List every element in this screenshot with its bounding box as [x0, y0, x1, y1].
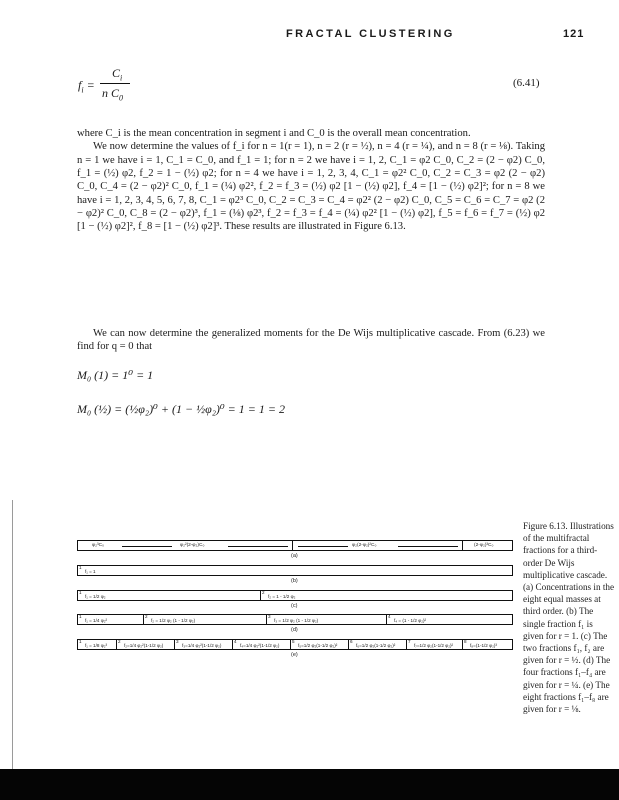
figure-caption: Figure 6.13. Illustrations of the multifractal fractions for a third-order De Wijs multiplicative cascade. (a) Concentrations in the eight equal masses at third order. (b) The single fraction f₁ is given for r = 1. (c) The two fractions f₁, f₂ are given for r = ½. (d) The four fractions f₁–f₄ are given for r = ¼. (e) The eight fractions f₁–f₈ are given for r = ⅛. [523, 521, 615, 715]
running-title: FRACTAL CLUSTERING [286, 28, 455, 40]
figure-label-a: (a) [291, 553, 298, 559]
scan-edge-line [12, 500, 13, 770]
row-d-cell: 1 f₁ = 1/4 φ₂² [79, 615, 108, 623]
row-a-seg4: (2-φ₂)³C₀ [474, 543, 494, 548]
figure-label-b: (b) [291, 578, 298, 584]
body-text-1 [77, 127, 545, 234]
figure-label-d: (d) [291, 627, 298, 633]
row-e-cell: 5 f₅=1/2 φ₂(1-1/2 φ₂)² [290, 640, 348, 649]
figure-label-e: (e) [291, 652, 298, 658]
row-e-cell: 4 f₄=1/4 φ₂²(1-1/2 φ₂) [232, 640, 290, 649]
page-number: 121 [563, 28, 585, 40]
eq-numerator: C [112, 66, 121, 80]
row-e-cell: 1 f₁ = 1/8 φ₂³ [79, 640, 108, 648]
row-e-cell: 7 f₇=1/2 φ₂(1-1/2 φ₂)² [406, 640, 462, 649]
row-b-cell: 1 f₁ = 1 [79, 566, 96, 574]
row-a-seg1: φ₂³C₀ [92, 543, 105, 548]
row-a-seg3: φ₂(2-φ₂)²C₀ [352, 543, 377, 548]
row-c-cell: 2 f₂ = 1 - 1/2 φ₂ [260, 591, 514, 600]
eq-numerator-sub: i [120, 73, 123, 83]
row-e-cell: 6 f₆=1/2 φ₂(1-1/2 φ₂)² [348, 640, 406, 649]
row-e-cell: 3 f₃=1/4 φ₂²(1-1/2 φ₂) [174, 640, 232, 649]
row-a-seg2: φ₂²(2-φ₂)C₀ [180, 543, 205, 548]
row-d-cell: 2 f₂ = 1/2 φ₂ (1 - 1/2 φ₂) [143, 615, 266, 624]
figure-row-c [77, 590, 513, 601]
row-d-cell: 3 f₃ = 1/2 φ₂ (1 - 1/2 φ₂) [266, 615, 386, 624]
equation-6-41: $f_i$ = $C_i$ n $C_0$ [78, 66, 138, 110]
paragraph-2: We now determine the values of f_i for n = 1(r = 1), n = 2 (r = ½), n = 4 (r = ¼), and n = 8 (r = ⅛). Taking n = 1 we have i = 1, C_1 = C_0, and f_1 = 1; for n = 2 we have i = 1, 2, C_1 = φ2 C_0, C_2 = (2 − φ2) C_0, f_1 = (½) φ2, f_2 = 1 − (½) φ2; for n = 4 we have i = 1, 2, 3, 4, C_1 = φ2² C_0, C_2 = C_3 = φ2 (2 − φ2) C_0, C_4 = (2 − φ2)² C_0, f_1 = (¼) φ2², f_2 = f_3 = (½) φ2 [1 − (½) φ2], f_4 = [1 − (½) φ2]²; for n = 8 we have i = 1, 2, 3, 4, 5, 6, 7, 8, C_1 = φ2³ C_0, C_2 = C_3 = C_4 = φ2² (2 − φ2) C_0, C_5 = C_6 = C_7 = φ2 (2 − φ2)² C_0, C_8 = (2 − φ2)³, f_1 = (⅛) φ2³, f_2 = f_3 = f_4 = (¼) φ2² [1 − (½) φ2], f_5 = f_6 = f_7 = (½) φ2 [1 − (½) φ2]², f_8 = [1 − (½) φ2]³. These results are illustrated in Figure 6.13. [77, 141, 545, 233]
figure-row-b [77, 565, 513, 576]
paragraph-1: where C_i is the mean concentration in segment i and C_0 is the overall mean concentration. [77, 128, 471, 139]
row-d-cell: 4 f₄ = (1 - 1/2 φ₂)² [386, 615, 514, 624]
row-e-cell: 2 f₂=1/4 φ₂²(1-1/2 φ₂) [116, 640, 174, 649]
eq-lhs-sub: i [81, 85, 84, 95]
scan-bottom-bar [0, 769, 619, 800]
figure-6-13 [77, 530, 513, 670]
eq-denominator-sub: 0 [119, 93, 124, 103]
figure-row-a [77, 540, 513, 551]
equation-moment-2: M₀ (½) = (½φ₂)⁰ + (1 − ½φ₂)⁰ = 1 = 1 = 2 [77, 402, 285, 416]
body-text-2 [77, 327, 545, 354]
row-c-cell: 1 f₁ = 1/2 φ₂ [79, 591, 106, 599]
running-head [0, 28, 619, 44]
equation-number: (6.41) [513, 77, 540, 89]
figure-row-e [77, 639, 513, 650]
eq-lhs: f [78, 78, 82, 92]
figure-row-d [77, 614, 513, 625]
row-e-cell: 8 f₈=(1-1/2 φ₂)³ [462, 640, 514, 649]
eq-denominator: n C [102, 86, 120, 100]
paragraph-3: We can now determine the generalized moments for the De Wijs multiplicative cascade. From (6.23) we find for q = 0 that [77, 328, 545, 353]
equation-moment-1: M₀ (1) = 1⁰ = 1 [77, 368, 154, 382]
figure-label-c: (c) [291, 603, 298, 609]
